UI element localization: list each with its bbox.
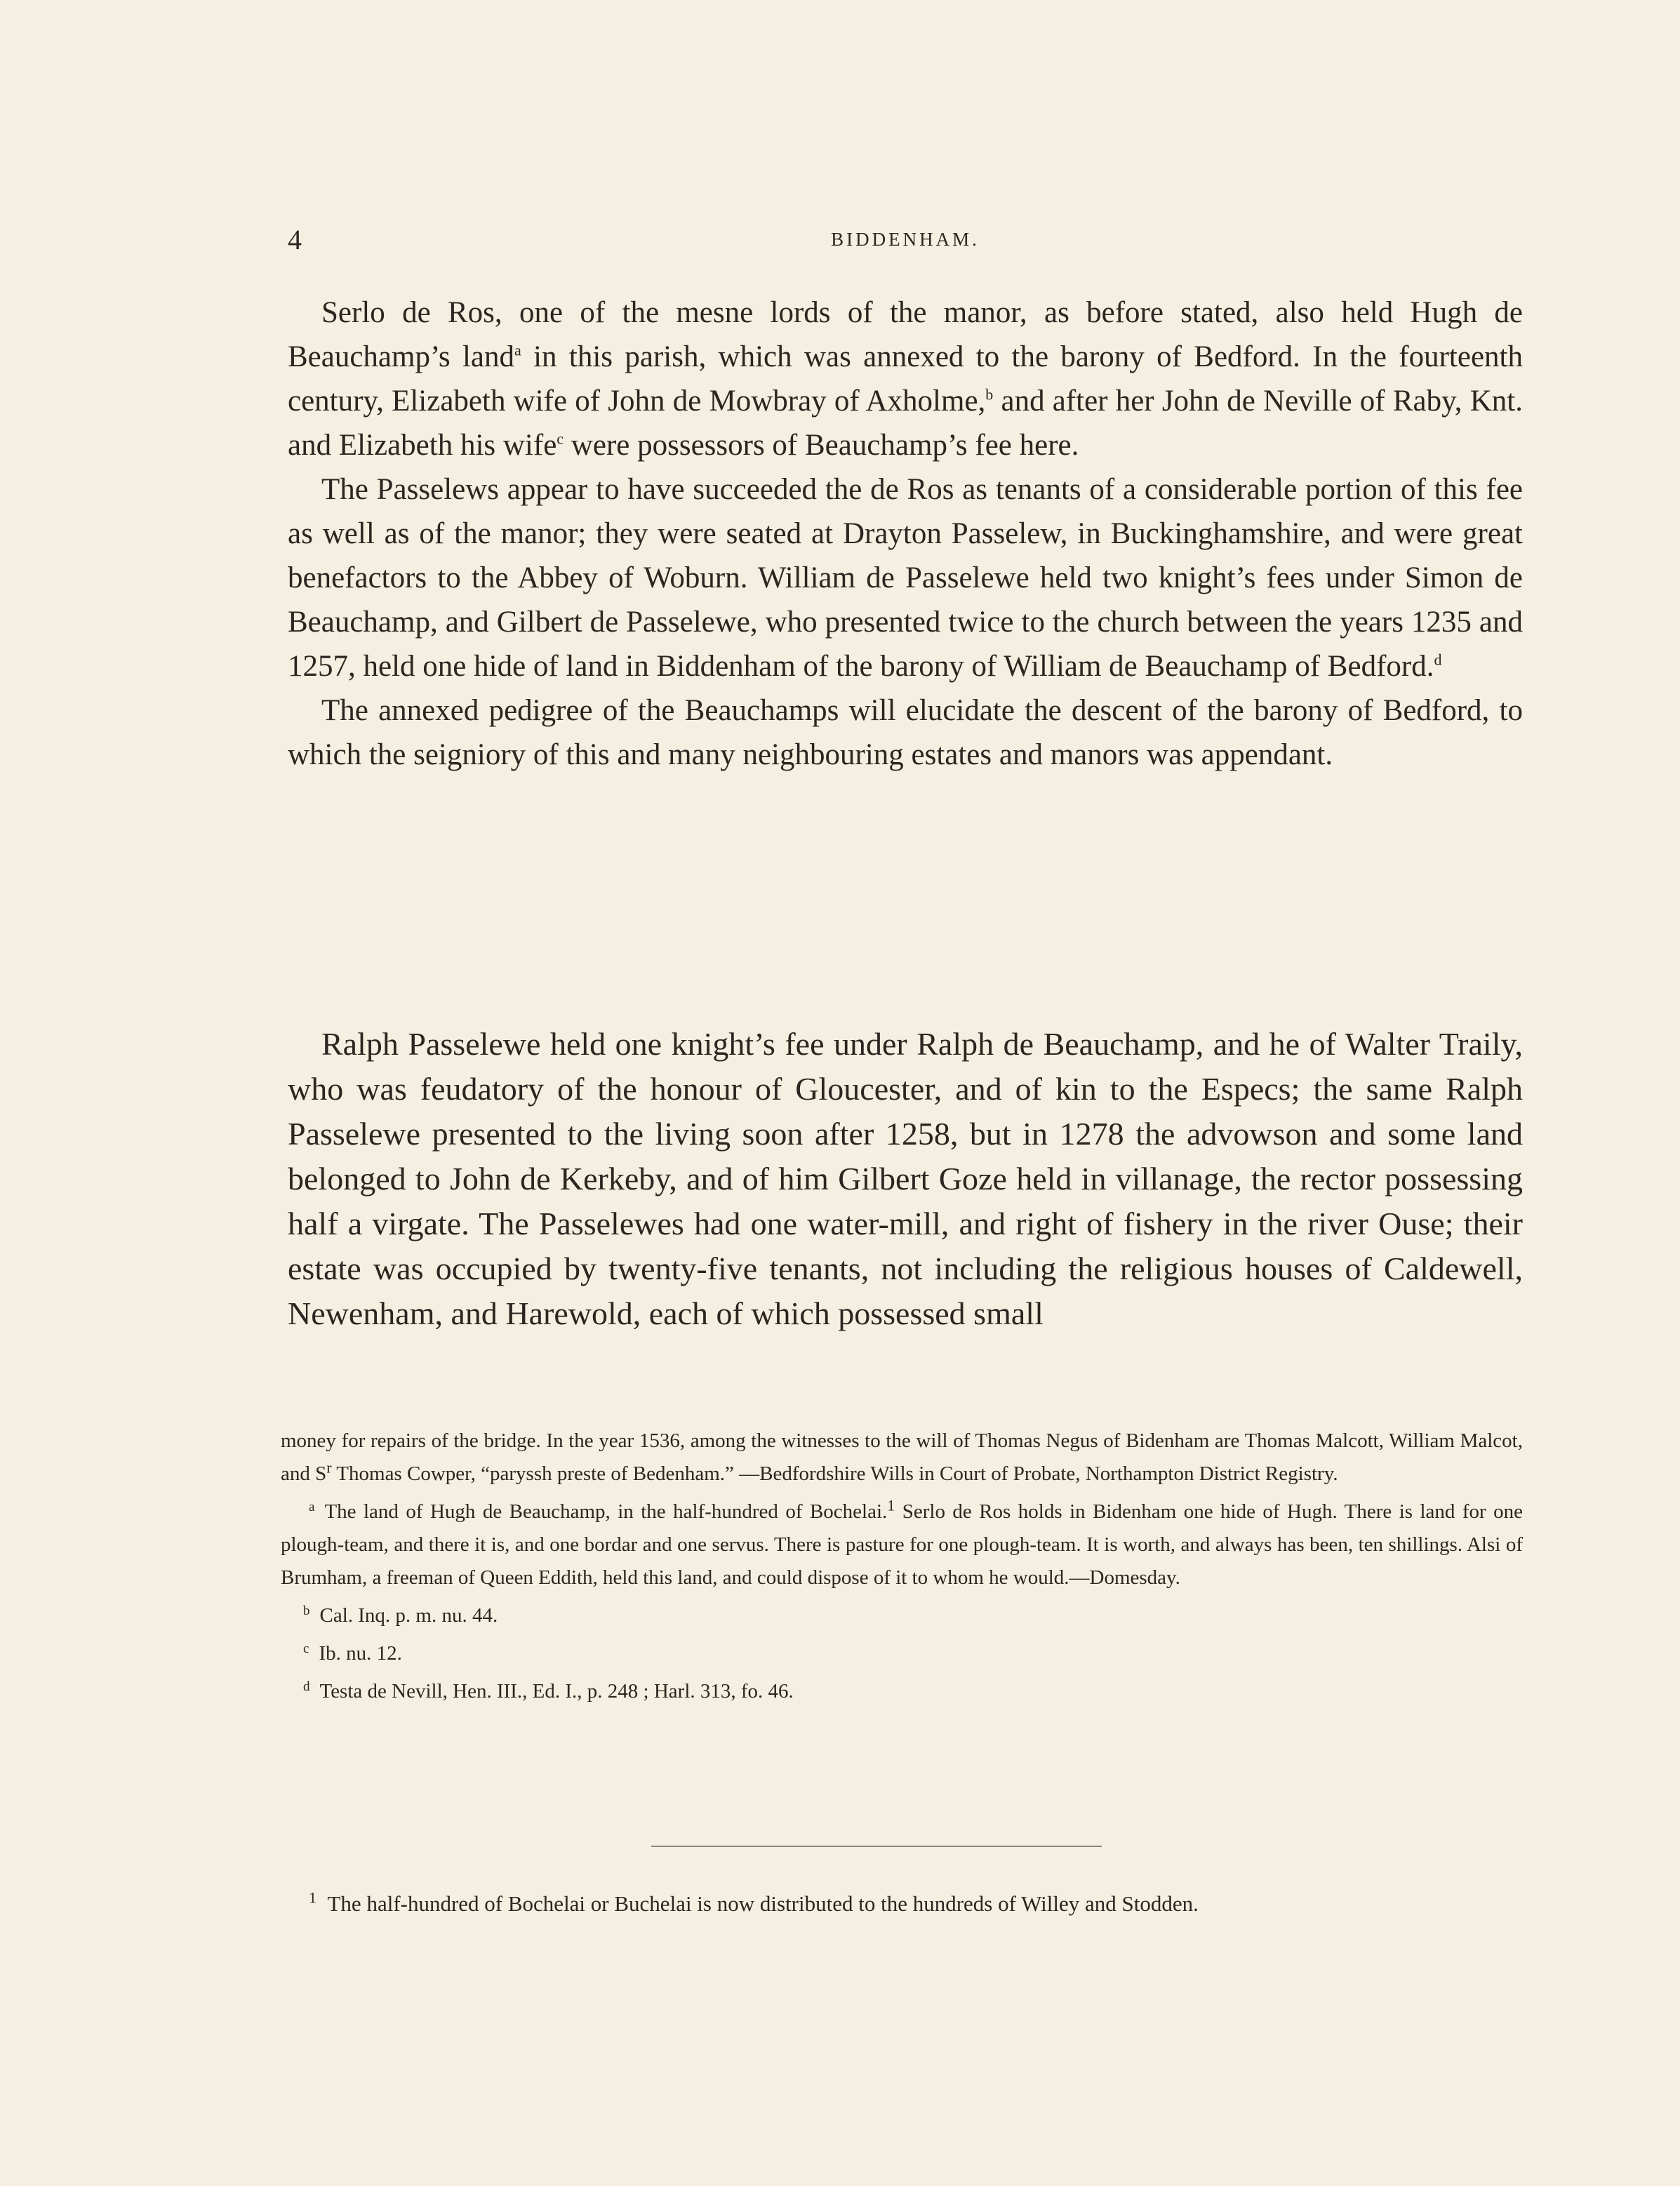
footnote-continuation-sup: r bbox=[326, 1458, 332, 1477]
footnote-a bbox=[281, 1491, 1523, 1594]
footnote-c bbox=[303, 1632, 1523, 1670]
bottom-footnote-mark: 1 bbox=[309, 1888, 316, 1907]
paragraph-3: The annexed pedigree of the Beauchamps will elucidate the descent of the barony of Bedford, to which the seigniory of this and many neighbouring estates and manors was appendant. bbox=[288, 694, 1523, 771]
running-title: BIDDENHAM. bbox=[831, 229, 980, 250]
bottom-footnote bbox=[309, 1888, 1530, 1920]
paragraph-1-text-b: in this parish, which was annexed to the barony of Bedford. In the fourteenth century, Elizabeth wife of John de Mowbray of Axholme, bbox=[288, 340, 1523, 418]
paragraph-1-text-a: Serlo de Ros, one of the mesne lords of the manor, as before stated, also held Hugh de Beauchamp’s land bbox=[288, 296, 1523, 373]
footnote-a-ref: 1 bbox=[887, 1496, 895, 1514]
paragraph-1-text-d: were possessors of Beauchamp’s fee here. bbox=[564, 429, 1079, 462]
footnotes bbox=[281, 1425, 1523, 1708]
footnote-b bbox=[303, 1594, 1523, 1632]
footnote-d bbox=[303, 1670, 1523, 1708]
footnote-b-text: Cal. Inq. p. m. nu. 44. bbox=[319, 1604, 498, 1627]
footnote-ref-d: d bbox=[1434, 651, 1442, 669]
page-number: 4 bbox=[288, 224, 302, 255]
main-text bbox=[288, 291, 1523, 777]
footnote-divider bbox=[651, 1846, 1102, 1847]
footnote-continuation bbox=[281, 1425, 1523, 1491]
footnote-d-text: Testa de Nevill, Hen. III., Ed. I., p. 248 ; Harl. 313, fo. 46. bbox=[319, 1680, 794, 1702]
footnote-a-mark: a bbox=[309, 1500, 315, 1514]
second-text-block bbox=[288, 1022, 1523, 1336]
page-header bbox=[288, 223, 1523, 258]
bottom-footnote-text: The half-hundred of Bochelai or Buchelai is now distributed to the hundreds of Willey and Stodden. bbox=[327, 1891, 1199, 1916]
footnote-a-text-1: The land of Hugh de Beauchamp, in the half-hundred of Bochelai. bbox=[324, 1500, 888, 1523]
footnote-ref-b: b bbox=[985, 385, 994, 404]
footnote-a-text-2: Serlo de Ros holds in Bidenham one hide of Hugh. There is land for one plough-team, and there it is, and one bordar and one servus. There is pasture for one plough-team. It is worth, and always has been, ten shillings. Alsi of Brumham, a freeman of Queen Eddith, held this land, and could dispose of it to whom he would.—Domesday. bbox=[281, 1500, 1524, 1589]
footnote-continuation-text-b: Thomas Cowper, “paryssh preste of Bedenham.” —Bedfordshire Wills in Court of Probate, Northampton District Registry. bbox=[331, 1462, 1338, 1485]
paragraph-2 bbox=[288, 467, 1523, 688]
paragraph-1-text-c: and after her John de Neville of Raby, Knt. and Elizabeth his wife bbox=[288, 385, 1523, 462]
footnote-d-mark: d bbox=[303, 1679, 310, 1694]
paragraph-1 bbox=[288, 291, 1523, 467]
paragraph-4: Ralph Passelewe held one knight’s fee under Ralph de Beauchamp, and he of Walter Traily, who was feudatory of the honour of Gloucester, and of kin to the Especs; the same Ralph Passelewe presented to the living soon after 1258, but in 1278 the advowson and some land belonged to John de Kerkeby, and of him Gilbert Goze held in villanage, the rector possessing half a virgate. The Passelewes had one water-mill, and right of fishery in the river Ouse; their estate was occupied by twenty-five tenants, not including the religious houses of Caldewell, Newenham, and Harewold, each of which possessed small bbox=[288, 1026, 1523, 1331]
footnote-c-text: Ib. nu. 12. bbox=[319, 1642, 402, 1665]
footnote-ref-c: c bbox=[556, 429, 564, 448]
footnote-c-mark: c bbox=[303, 1641, 309, 1656]
footnote-ref-a: a bbox=[514, 341, 521, 359]
paragraph-2-text: The Passelews appear to have succeeded the de Ros as tenants of a considerable portion of this fee as well as of the manor; they were seated at Drayton Passelew, in Buckinghamshire, and were great benefactors to the Abbey of Woburn. William de Passelewe held two knight’s fees under Simon de Beauchamp, and Gilbert de Passelewe, who presented twice to the church between the years 1235 and 1257, held one hide of land in Biddenham of the barony of William de Beauchamp of Bedford. bbox=[288, 473, 1523, 683]
footnote-continuation-text-a: money for repairs of the bridge. In the year 1536, among the witnesses to the will of Thomas Negus of Bidenham are Thomas Malcott, William Malcot, and S bbox=[281, 1429, 1523, 1485]
footnote-b-mark: b bbox=[303, 1604, 310, 1618]
